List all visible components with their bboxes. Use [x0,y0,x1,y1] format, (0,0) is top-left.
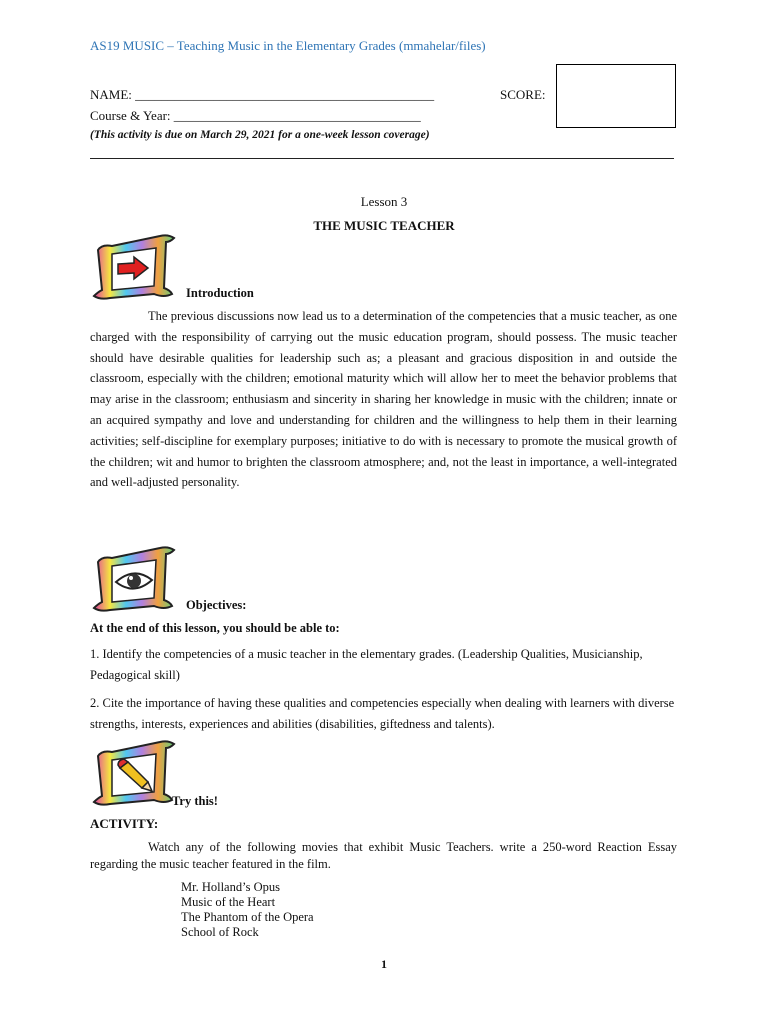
try-this-heading: Try this! [172,794,218,808]
list-item: The Phantom of the Opera [181,910,314,924]
introduction-heading: Introduction [186,286,254,300]
objective-item-2: 2. Cite the importance of having these qualities and competencies especially when dealing with learners with diverse strengths, interests, experiences and abilities (disabilities, giftedness and talents). [90,696,675,731]
pencil-icon [90,738,178,808]
list-item: Music of the Heart [181,895,276,909]
list-item: Mr. Holland’s Opus [181,880,280,894]
lesson-title: THE MUSIC TEACHER [313,218,455,233]
lesson-number: Lesson 3 [360,194,408,209]
arrow-icon [90,232,178,302]
due-note: (This activity is due on March 29, 2021 for a one-week lesson coverage) [90,129,430,141]
objectives-lead: At the end of this lesson, you should be able to: [90,621,340,635]
score-label: SCORE: [500,87,546,102]
divider [90,158,674,159]
activity-instructions: Watch any of the following movies that exhibit Music Teachers. write a 250-word Reaction Essay regarding the music teacher featured in the film. [90,840,677,871]
course-year-field[interactable]: Course & Year: ______________________________________ [90,108,421,123]
objectives-heading: Objectives: [186,598,247,612]
movie-list [181,880,314,940]
list-item: School of Rock [181,925,259,939]
activity-label: ACTIVITY: [90,816,159,831]
name-field[interactable]: NAME: ______________________________________________ [90,87,435,102]
eye-icon [90,544,178,614]
introduction-body: The previous discussions now lead us to a determination of the competencies that a music teacher, as one charged with the responsibility of carrying out the music education program, should possess. The music teacher should have desirable qualities for leadership such as; a pleasant and gracious disposition in and outside the classroom, especially with the children; emotional maturity which will allow her to meet the behavior problems that may arise in the classroom; enthusiasm and sincerity in sharing her knowledge in music with the children; innate or an acquired sympathy and love and understanding for children and the willingness to help them in their learning activities; self-discipline for exemplary purposes; initiative to do with is necessary to promote the musical growth of the children; wit and humor to brighten the classroom atmosphere; and, not the least in importance, a well-integrated and well-adjusted personality. [90,309,677,490]
objective-item-1: 1. Identify the competencies of a music teacher in the elementary grades. (Leadership Qualities, Musicianship, Pedagogical skill) [90,647,643,682]
page-number: 1 [381,957,387,971]
score-box[interactable] [556,64,676,128]
course-header: AS19 MUSIC – Teaching Music in the Elementary Grades (mmahelar/files) [90,38,486,53]
